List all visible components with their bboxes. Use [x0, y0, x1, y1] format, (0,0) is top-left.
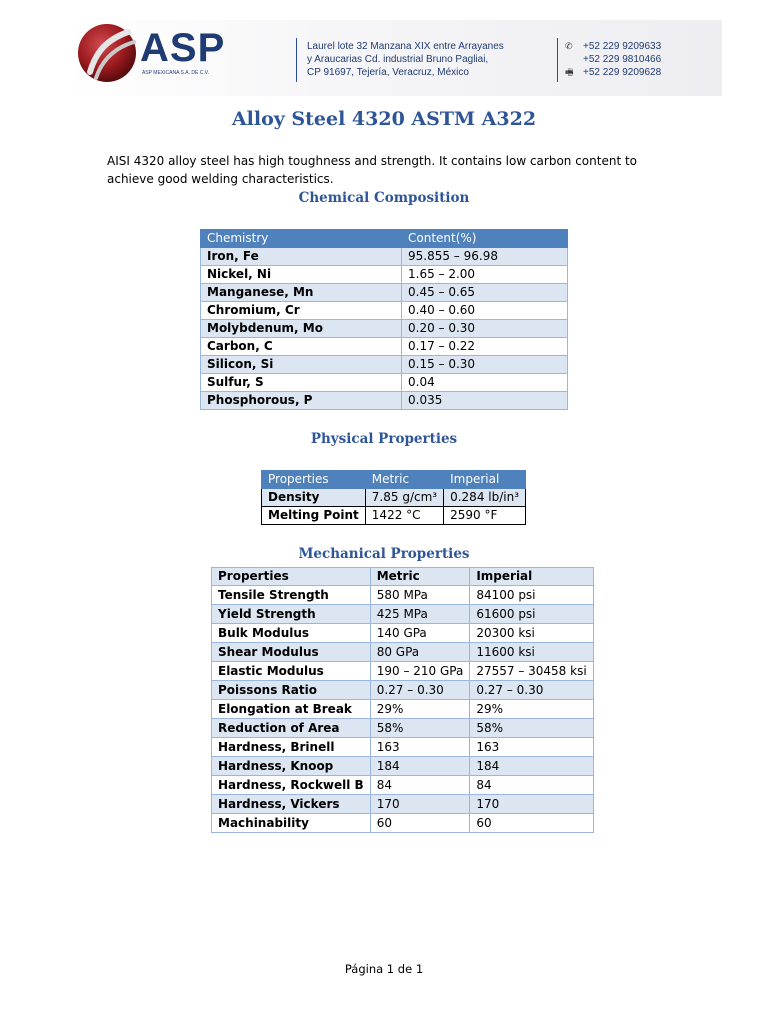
metric-value: 140 GPa: [370, 624, 470, 643]
property-name: Reduction of Area: [212, 719, 371, 738]
table-header-row: [262, 471, 526, 489]
table-row: [212, 719, 594, 738]
logo-sphere-icon: [76, 22, 138, 84]
page-footer: Página 1 de 1: [344, 962, 424, 976]
property-name: Hardness, Rockwell B: [212, 776, 371, 795]
imperial-value: 29%: [470, 700, 593, 719]
element-name: Nickel, Ni: [201, 266, 402, 284]
imperial-value: 0.284 lb/in³: [444, 489, 526, 507]
address-line: Laurel lote 32 Manzana XIX entre Arrayanes: [307, 41, 504, 52]
element-name: Molybdenum, Mo: [201, 320, 402, 338]
imperial-value: 58%: [470, 719, 593, 738]
table-row: [212, 624, 594, 643]
intro-paragraph: AISI 4320 alloy steel has high toughness and strength. It contains low carbon content to achieve good welding characteristics.: [107, 154, 638, 186]
content-value: 0.45 – 0.65: [402, 284, 568, 302]
column-header: Content(%): [402, 230, 568, 248]
metric-value: 170: [370, 795, 470, 814]
table-row: [212, 643, 594, 662]
imperial-value: 170: [470, 795, 593, 814]
table-row: [201, 356, 568, 374]
table-row: [212, 681, 594, 700]
content-value: 0.40 – 0.60: [402, 302, 568, 320]
table-header-row: [201, 230, 568, 248]
table-header-row: [212, 568, 594, 586]
metric-value: 0.27 – 0.30: [370, 681, 470, 700]
content-value: 95.855 – 96.98: [402, 248, 568, 266]
imperial-value: 61600 psi: [470, 605, 593, 624]
imperial-value: 184: [470, 757, 593, 776]
table-row: [212, 814, 594, 833]
element-name: Sulfur, S: [201, 374, 402, 392]
address-line: CP 91697, Tejería, Veracruz, México: [307, 67, 469, 78]
logo-wordmark: ASP: [140, 26, 226, 70]
metric-value: 84: [370, 776, 470, 795]
company-address: [307, 40, 504, 79]
table-row: [262, 489, 526, 507]
content-value: 0.035: [402, 392, 568, 410]
property-name: Density: [262, 489, 366, 507]
imperial-value: 84100 psi: [470, 586, 593, 605]
imperial-value: 11600 ksi: [470, 643, 593, 662]
imperial-value: 84: [470, 776, 593, 795]
physical-properties-heading: Physical Properties: [310, 431, 458, 447]
property-name: Yield Strength: [212, 605, 371, 624]
property-name: Bulk Modulus: [212, 624, 371, 643]
table-row: [262, 507, 526, 525]
contact-row: [565, 40, 661, 53]
imperial-value: 0.27 – 0.30: [470, 681, 593, 700]
metric-value: 425 MPa: [370, 605, 470, 624]
property-name: Hardness, Vickers: [212, 795, 371, 814]
table-row: [201, 392, 568, 410]
element-name: Silicon, Si: [201, 356, 402, 374]
column-header: Properties: [212, 568, 371, 586]
column-header: Metric: [370, 568, 470, 586]
table-row: [212, 586, 594, 605]
column-header: Chemistry: [201, 230, 402, 248]
property-name: Melting Point: [262, 507, 366, 525]
element-name: Phosphorous, P: [201, 392, 402, 410]
metric-value: 80 GPa: [370, 643, 470, 662]
content-value: 0.20 – 0.30: [402, 320, 568, 338]
fax-number: +52 229 9209628: [583, 67, 662, 78]
table-row: [212, 700, 594, 719]
table-row: [212, 795, 594, 814]
chemical-composition-table: [200, 229, 568, 410]
table-row: [212, 776, 594, 795]
table-row: [212, 662, 594, 681]
property-name: Elastic Modulus: [212, 662, 371, 681]
metric-value: 7.85 g/cm³: [365, 489, 443, 507]
property-name: Poissons Ratio: [212, 681, 371, 700]
company-logo: [76, 22, 226, 84]
contact-row: [565, 66, 661, 79]
property-name: Elongation at Break: [212, 700, 371, 719]
element-name: Iron, Fe: [201, 248, 402, 266]
property-name: Hardness, Knoop: [212, 757, 371, 776]
contact-row: [565, 53, 661, 66]
content-value: 0.17 – 0.22: [402, 338, 568, 356]
physical-properties-table: [261, 470, 526, 525]
phone-icon: ✆: [565, 41, 573, 51]
table-row: [212, 757, 594, 776]
chemical-composition-heading: Chemical Composition: [298, 190, 470, 206]
table-row: [212, 605, 594, 624]
table-row: [201, 374, 568, 392]
metric-value: 184: [370, 757, 470, 776]
content-value: 1.65 – 2.00: [402, 266, 568, 284]
table-row: [201, 284, 568, 302]
property-name: Machinability: [212, 814, 371, 833]
property-name: Shear Modulus: [212, 643, 371, 662]
document-title: Alloy Steel 4320 ASTM A322: [231, 108, 537, 130]
table-row: [201, 320, 568, 338]
header-divider: [557, 38, 558, 82]
imperial-value: 2590 °F: [444, 507, 526, 525]
table-row: [212, 738, 594, 757]
column-header: Imperial: [444, 471, 526, 489]
table-row: [201, 338, 568, 356]
metric-value: 163: [370, 738, 470, 757]
imperial-value: 27557 – 30458 ksi: [470, 662, 593, 681]
metric-value: 60: [370, 814, 470, 833]
header-divider: [296, 38, 297, 82]
metric-value: 29%: [370, 700, 470, 719]
imperial-value: 20300 ksi: [470, 624, 593, 643]
table-row: [201, 302, 568, 320]
mechanical-properties-heading: Mechanical Properties: [298, 546, 470, 562]
metric-value: 1422 °C: [365, 507, 443, 525]
element-name: Carbon, C: [201, 338, 402, 356]
element-name: Chromium, Cr: [201, 302, 402, 320]
logo-subtext: ASP MEXICANA S.A. DE C.V.: [142, 70, 209, 76]
metric-value: 580 MPa: [370, 586, 470, 605]
mechanical-properties-table: [211, 567, 594, 833]
imperial-value: 163: [470, 738, 593, 757]
column-header: Metric: [365, 471, 443, 489]
fax-icon: 🖷: [565, 67, 574, 77]
content-value: 0.04: [402, 374, 568, 392]
column-header: Imperial: [470, 568, 593, 586]
imperial-value: 60: [470, 814, 593, 833]
table-row: [201, 266, 568, 284]
metric-value: 58%: [370, 719, 470, 738]
property-name: Tensile Strength: [212, 586, 371, 605]
content-value: 0.15 – 0.30: [402, 356, 568, 374]
element-name: Manganese, Mn: [201, 284, 402, 302]
company-contacts: [565, 40, 661, 79]
property-name: Hardness, Brinell: [212, 738, 371, 757]
phone-number: +52 229 9209633: [583, 41, 662, 52]
phone-number: +52 229 9810466: [583, 54, 662, 65]
address-line: y Araucarias Cd. industrial Bruno Pagliai,: [307, 54, 489, 65]
table-row: [201, 248, 568, 266]
column-header: Properties: [262, 471, 366, 489]
metric-value: 190 – 210 GPa: [370, 662, 470, 681]
